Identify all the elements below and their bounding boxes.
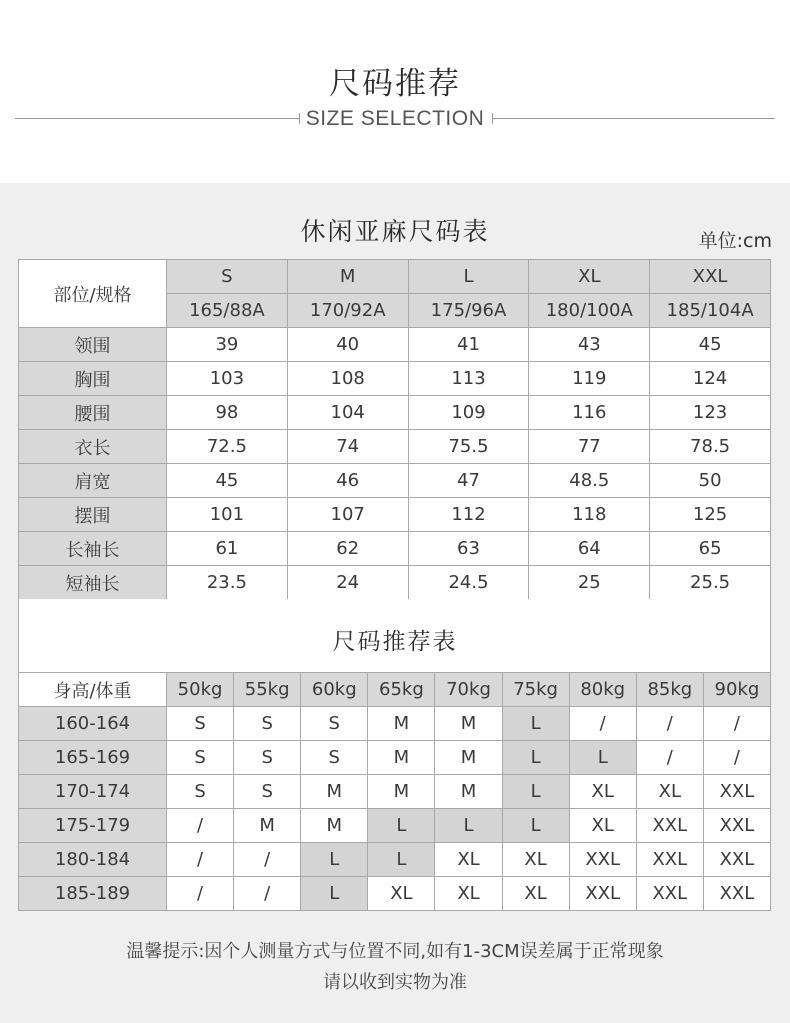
measurement-label: 领围 (19, 328, 167, 362)
recommended-size: S (301, 707, 368, 741)
size-header: L (408, 260, 529, 294)
measurement-value: 107 (287, 498, 408, 532)
weight-header: 70kg (435, 673, 502, 707)
recommended-size: XL (502, 843, 569, 877)
height-row (19, 809, 771, 843)
spec-header: 175/96A (408, 294, 529, 328)
recommended-size: XL (636, 775, 703, 809)
height-label: 185-189 (19, 877, 167, 911)
measurement-value: 119 (529, 362, 650, 396)
measurement-value: 98 (167, 396, 288, 430)
height-label: 180-184 (19, 843, 167, 877)
recommended-size: S (167, 775, 234, 809)
weight-header: 65kg (368, 673, 435, 707)
spec-header: 170/92A (287, 294, 408, 328)
measurement-value: 40 (287, 328, 408, 362)
height-label: 175-179 (19, 809, 167, 843)
recommended-size: XXL (703, 809, 770, 843)
measurement-value: 62 (287, 532, 408, 566)
height-row (19, 775, 771, 809)
recommended-size: M (435, 707, 502, 741)
recommended-size: XXL (636, 877, 703, 911)
recommended-size: XL (435, 843, 502, 877)
measurement-value: 63 (408, 532, 529, 566)
weight-header: 80kg (569, 673, 636, 707)
size-corner-label: 部位/规格 (19, 260, 167, 328)
size-row (19, 566, 771, 600)
reco-corner-label: 身高/体重 (19, 673, 167, 707)
recommended-size: XXL (703, 775, 770, 809)
size-header-row (19, 260, 771, 294)
measurement-label: 胸围 (19, 362, 167, 396)
measurement-value: 61 (167, 532, 288, 566)
measurement-value: 65 (650, 532, 771, 566)
height-label: 165-169 (19, 741, 167, 775)
recommended-size: / (167, 877, 234, 911)
measurement-value: 23.5 (167, 566, 288, 600)
size-row (19, 430, 771, 464)
measurement-value: 24 (287, 566, 408, 600)
measurement-value: 125 (650, 498, 771, 532)
measurement-label: 摆围 (19, 498, 167, 532)
recommended-size: L (301, 877, 368, 911)
footer-note-2: 请以收到实物为准 (323, 972, 467, 993)
measurement-label: 短袖长 (19, 566, 167, 600)
measurement-label: 肩宽 (19, 464, 167, 498)
measurement-label: 衣长 (19, 430, 167, 464)
recommended-size: S (234, 741, 301, 775)
size-row (19, 328, 771, 362)
height-row (19, 707, 771, 741)
recommended-size: / (234, 877, 301, 911)
recommended-size: L (368, 809, 435, 843)
recommended-size: / (636, 741, 703, 775)
measurement-value: 123 (650, 396, 771, 430)
recommended-size: / (703, 707, 770, 741)
measurement-value: 46 (287, 464, 408, 498)
recommended-size: L (435, 809, 502, 843)
measurement-value: 50 (650, 464, 771, 498)
weight-header: 75kg (502, 673, 569, 707)
measurement-value: 109 (408, 396, 529, 430)
recommended-size: M (368, 741, 435, 775)
recommended-size: XXL (703, 843, 770, 877)
recommended-size: XL (435, 877, 502, 911)
size-row (19, 396, 771, 430)
footer-note: 温馨提示:因个人测量方式与位置不同,如有1-3CM误差属于正常现象 (126, 941, 664, 962)
recommendation-table (18, 672, 771, 911)
recommended-size: S (301, 741, 368, 775)
measurement-value: 116 (529, 396, 650, 430)
weight-header: 50kg (167, 673, 234, 707)
recommended-size: XXL (636, 843, 703, 877)
recommended-size: M (234, 809, 301, 843)
size-header: XXL (650, 260, 771, 294)
size-chart-title: 休闲亚麻尺码表 (300, 217, 490, 246)
weight-header: 55kg (234, 673, 301, 707)
measurement-value: 101 (167, 498, 288, 532)
weight-header: 90kg (703, 673, 770, 707)
measurement-label: 长袖长 (19, 532, 167, 566)
recommended-size: / (636, 707, 703, 741)
recommendation-body (19, 673, 771, 911)
measurement-value: 43 (529, 328, 650, 362)
size-row (19, 464, 771, 498)
measurement-value: 72.5 (167, 430, 288, 464)
spec-header: 185/104A (650, 294, 771, 328)
page-subtitle: SIZE SELECTION (305, 107, 485, 130)
size-header: S (167, 260, 288, 294)
unit-label: 单位:cm (698, 230, 772, 252)
measurement-value: 64 (529, 532, 650, 566)
recommendation-title: 尺码推荐表 (332, 629, 458, 655)
page-title: 尺码推荐 (329, 66, 461, 102)
weight-header-row (19, 673, 771, 707)
measurement-label: 腰围 (19, 396, 167, 430)
measurement-value: 75.5 (408, 430, 529, 464)
measurement-value: 45 (650, 328, 771, 362)
size-chart-table (18, 259, 771, 600)
measurement-value: 112 (408, 498, 529, 532)
height-label: 160-164 (19, 707, 167, 741)
measurement-value: 113 (408, 362, 529, 396)
measurement-value: 118 (529, 498, 650, 532)
size-row (19, 498, 771, 532)
height-label: 170-174 (19, 775, 167, 809)
measurement-value: 45 (167, 464, 288, 498)
recommended-size: M (368, 707, 435, 741)
size-row (19, 362, 771, 396)
weight-header: 60kg (301, 673, 368, 707)
measurement-value: 41 (408, 328, 529, 362)
recommended-size: XXL (569, 843, 636, 877)
measurement-value: 78.5 (650, 430, 771, 464)
recommended-size: L (368, 843, 435, 877)
recommended-size: XL (569, 809, 636, 843)
recommended-size: / (234, 843, 301, 877)
recommended-size: M (368, 775, 435, 809)
measurement-value: 47 (408, 464, 529, 498)
measurement-value: 25.5 (650, 566, 771, 600)
recommended-size: / (167, 809, 234, 843)
measurement-value: 25 (529, 566, 650, 600)
recommended-size: XXL (636, 809, 703, 843)
recommended-size: / (167, 843, 234, 877)
measurement-value: 104 (287, 396, 408, 430)
size-header: M (287, 260, 408, 294)
measurement-value: 108 (287, 362, 408, 396)
height-row (19, 741, 771, 775)
size-header: XL (529, 260, 650, 294)
height-row (19, 843, 771, 877)
spec-header: 165/88A (167, 294, 288, 328)
measurement-value: 77 (529, 430, 650, 464)
measurement-value: 24.5 (408, 566, 529, 600)
recommended-size: S (167, 741, 234, 775)
recommended-size: S (167, 707, 234, 741)
recommended-size: M (435, 741, 502, 775)
recommended-size: / (569, 707, 636, 741)
recommended-size: L (569, 741, 636, 775)
recommended-size: L (301, 843, 368, 877)
measurement-value: 124 (650, 362, 771, 396)
measurement-value: 48.5 (529, 464, 650, 498)
recommended-size: L (502, 741, 569, 775)
measurement-value: 74 (287, 430, 408, 464)
spec-header: 180/100A (529, 294, 650, 328)
weight-header: 85kg (636, 673, 703, 707)
recommended-size: M (301, 775, 368, 809)
recommended-size: L (502, 707, 569, 741)
header (0, 0, 790, 183)
recommended-size: L (502, 809, 569, 843)
recommended-size: M (435, 775, 502, 809)
recommended-size: XL (569, 775, 636, 809)
recommended-size: XXL (569, 877, 636, 911)
recommended-size: XL (368, 877, 435, 911)
size-row (19, 532, 771, 566)
recommended-size: / (703, 741, 770, 775)
measurement-value: 103 (167, 362, 288, 396)
measurement-value: 39 (167, 328, 288, 362)
divider-right (492, 118, 775, 119)
height-row (19, 877, 771, 911)
recommended-size: S (234, 775, 301, 809)
recommended-size: XL (502, 877, 569, 911)
recommended-size: S (234, 707, 301, 741)
size-chart-body (19, 328, 771, 600)
recommended-size: XXL (703, 877, 770, 911)
recommended-size: M (301, 809, 368, 843)
recommended-size: L (502, 775, 569, 809)
